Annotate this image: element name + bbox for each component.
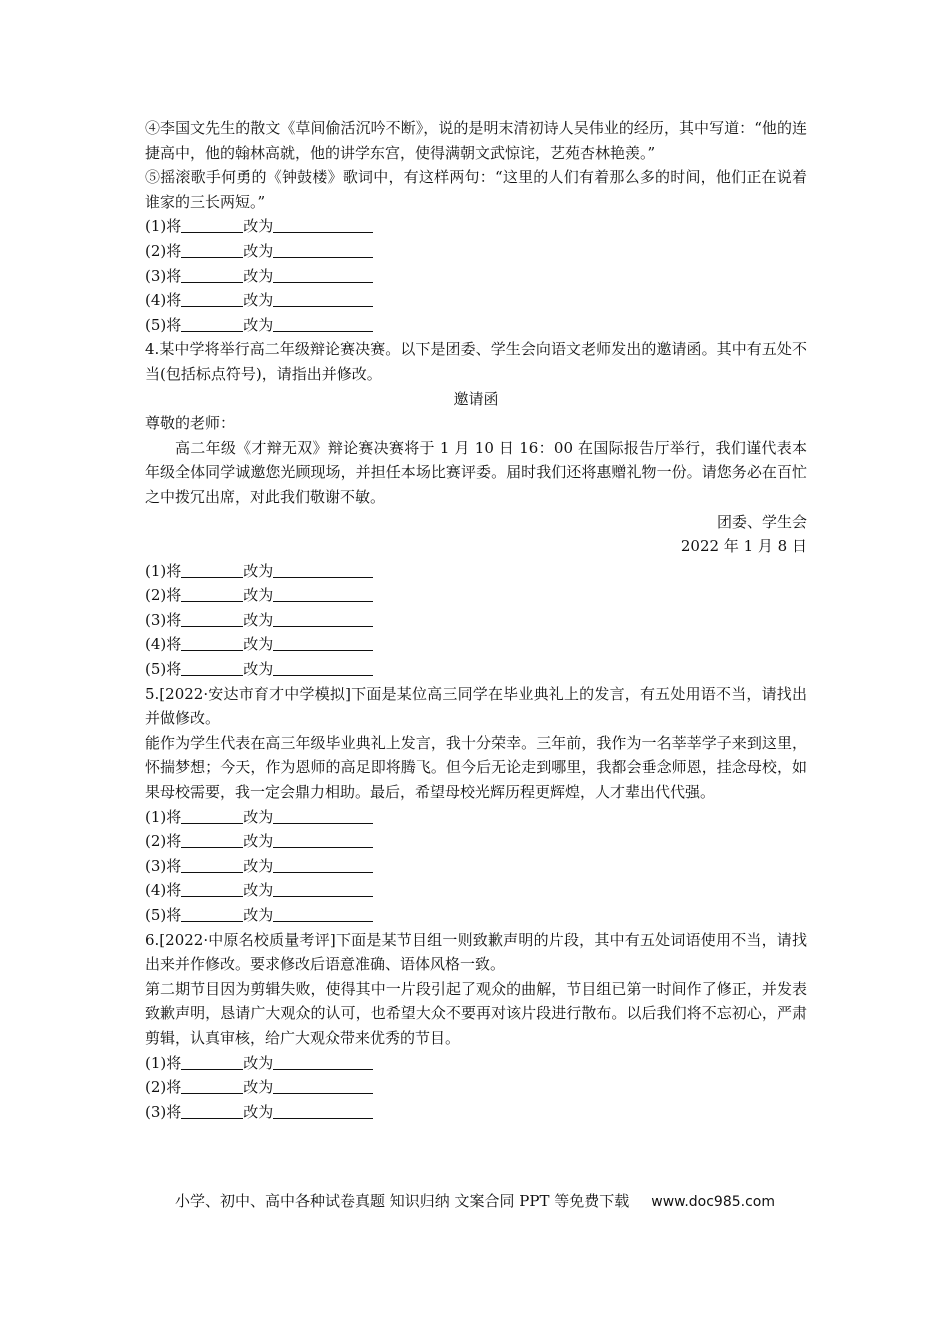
answer-line [145,559,807,584]
blank-original[interactable] [181,856,243,873]
line-number: (3)将 [145,610,182,629]
answer-line [145,632,807,657]
line-number: (1)将 [145,1053,182,1072]
line-change-label: 改为 [243,881,274,900]
q6-question: 6.[2022·中原名校质量考评]下面是某节目组一则致歉声明的片段，其中有五处词语使用不当，请找出来并作修改。要求修改后语意准确、语体风格一致。 [145,930,807,974]
blank-original[interactable] [181,905,243,922]
invitation-greeting: 尊敬的老师： [145,414,236,433]
blank-original[interactable] [181,610,243,627]
q3-item-5: ⑤摇滚歌手何勇的《钟鼓楼》歌词中，有这样两句：“这里的人们有着那么多的时间，他们正在说着谁家的三长两短。” [145,168,807,211]
document-page [145,116,807,1124]
q6-answer-lines [145,1051,807,1125]
blank-revised[interactable] [273,634,373,651]
blank-original[interactable] [181,807,243,824]
answer-line [145,854,807,879]
answer-line [145,313,807,338]
line-change-label: 改为 [243,807,274,826]
answer-line [145,264,807,289]
blank-revised[interactable] [273,1077,373,1094]
line-number: (4)将 [145,881,182,900]
line-number: (1)将 [145,217,182,236]
q3-answer-lines [145,214,807,337]
line-change-label: 改为 [243,291,274,310]
answer-line [145,1075,807,1100]
answer-line [145,608,807,633]
line-number: (5)将 [145,660,182,679]
blank-revised[interactable] [273,315,373,332]
blank-original[interactable] [181,216,243,233]
line-change-label: 改为 [243,266,274,285]
line-number: (2)将 [145,832,182,851]
line-change-label: 改为 [243,1053,274,1072]
blank-original[interactable] [181,831,243,848]
blank-original[interactable] [181,290,243,307]
line-change-label: 改为 [243,1078,274,1097]
line-number: (1)将 [145,561,182,580]
blank-revised[interactable] [273,880,373,897]
line-change-label: 改为 [243,217,274,236]
q5-question: 5.[2022·安达市育才中学模拟]下面是某位高三同学在毕业典礼上的发言，有五处用语不当，请找出并做修改。 [145,684,807,728]
blank-original[interactable] [181,1102,243,1119]
q3-item-4: ④李国文先生的散文《草间偷活沉吟不断》，说的是明末清初诗人吴伟业的经历，其中写道：“他的连捷高中，他的翰林高就，他的讲学东宫，使得满朝文武惊诧，艺苑杏林艳羡。” [145,119,807,162]
invitation-date: 2022 年 1 月 8 日 [680,537,807,556]
line-number: (4)将 [145,291,182,310]
line-number: (2)将 [145,241,182,260]
line-number: (2)将 [145,586,182,605]
line-change-label: 改为 [243,832,274,851]
blank-revised[interactable] [273,856,373,873]
line-change-label: 改为 [243,1102,274,1121]
q6-passage: 第二期节目因为剪辑失败，使得其中一片段引起了观众的曲解，节目组已第一时间作了修正，并发表致歉声明，恳请广大观众的认可，也希望大众不要再对该片段进行散布。以后我们将不忘初心，严肃剪辑，认真审核，给广大观众带来优秀的节目。 [145,979,807,1047]
answer-line [145,829,807,854]
q5-passage: 能作为学生代表在高三年级毕业典礼上发言，我十分荣幸。三年前，我作为一名莘莘学子来到这里，怀揣梦想；今天，作为恩师的高足即将腾飞。但今后无论走到哪里，我都会垂念师恩，挂念母校，如果母校需要，我一定会鼎力相助。最后，希望母校光辉历程更辉煌，人才辈出代代强。 [145,733,807,802]
blank-revised[interactable] [273,241,373,258]
page-footer [0,1190,950,1213]
line-change-label: 改为 [243,906,274,924]
blank-revised[interactable] [273,1053,373,1070]
answer-line [145,903,807,928]
invitation-body: 高二年级《才辩无双》辩论赛决赛将于 1 月 10 日 16：00 在国际报告厅举行，我们谨代表本年级全体同学诚邀您光顾现场，并担任本场比赛评委。届时我们还将惠赠礼物一份。请您务必在百忙之中拨冗出席，对此我们敬谢不敏。 [145,438,807,506]
line-number: (5)将 [145,906,182,924]
blank-original[interactable] [181,1053,243,1070]
line-number: (4)将 [145,635,182,654]
blank-revised[interactable] [273,585,373,602]
answer-line [145,1100,807,1125]
q4-question: 4.某中学将举行高二年级辩论赛决赛。以下是团委、学生会向语文老师发出的邀请函。其中有五处不当(包括标点符号)，请指出并修改。 [145,340,807,383]
line-change-label: 改为 [243,856,274,875]
line-change-label: 改为 [243,561,274,580]
answer-line [145,805,807,830]
answer-line [145,288,807,313]
line-number: (2)将 [145,1078,182,1097]
blank-revised[interactable] [273,905,373,922]
blank-revised[interactable] [273,266,373,283]
answer-line [145,214,807,239]
blank-original[interactable] [181,880,243,897]
line-number: (5)将 [145,315,182,334]
line-change-label: 改为 [243,660,274,679]
line-change-label: 改为 [243,635,274,654]
footer-text: 小学、初中、高中各种试卷真题 知识归纳 文案合同 PPT 等免费下载 [174,1192,630,1210]
q4-answer-lines [145,559,807,682]
blank-original[interactable] [181,266,243,283]
blank-original[interactable] [181,1077,243,1094]
blank-revised[interactable] [273,807,373,824]
answer-line [145,878,807,903]
blank-revised[interactable] [273,659,373,676]
line-change-label: 改为 [243,586,274,605]
footer-url[interactable]: www.doc985.com [651,1194,775,1210]
blank-revised[interactable] [273,610,373,627]
answer-line [145,1051,807,1076]
blank-original[interactable] [181,659,243,676]
invitation-title: 邀请函 [453,389,499,408]
blank-original[interactable] [181,561,243,578]
line-number: (3)将 [145,266,182,285]
line-number: (1)将 [145,807,182,826]
answer-line [145,657,807,682]
blank-revised[interactable] [273,290,373,307]
q5-answer-lines [145,805,807,928]
line-number: (3)将 [145,1102,182,1121]
blank-original[interactable] [181,241,243,258]
blank-revised[interactable] [273,1102,373,1119]
line-number: (3)将 [145,856,182,875]
line-change-label: 改为 [243,610,274,629]
blank-revised[interactable] [273,561,373,578]
answer-line [145,583,807,608]
blank-revised[interactable] [273,216,373,233]
blank-original[interactable] [181,634,243,651]
line-change-label: 改为 [243,241,274,260]
invitation-sender: 团委、学生会 [716,512,807,531]
blank-revised[interactable] [273,831,373,848]
blank-original[interactable] [181,585,243,602]
line-change-label: 改为 [243,315,274,334]
blank-original[interactable] [181,315,243,332]
answer-line [145,239,807,264]
